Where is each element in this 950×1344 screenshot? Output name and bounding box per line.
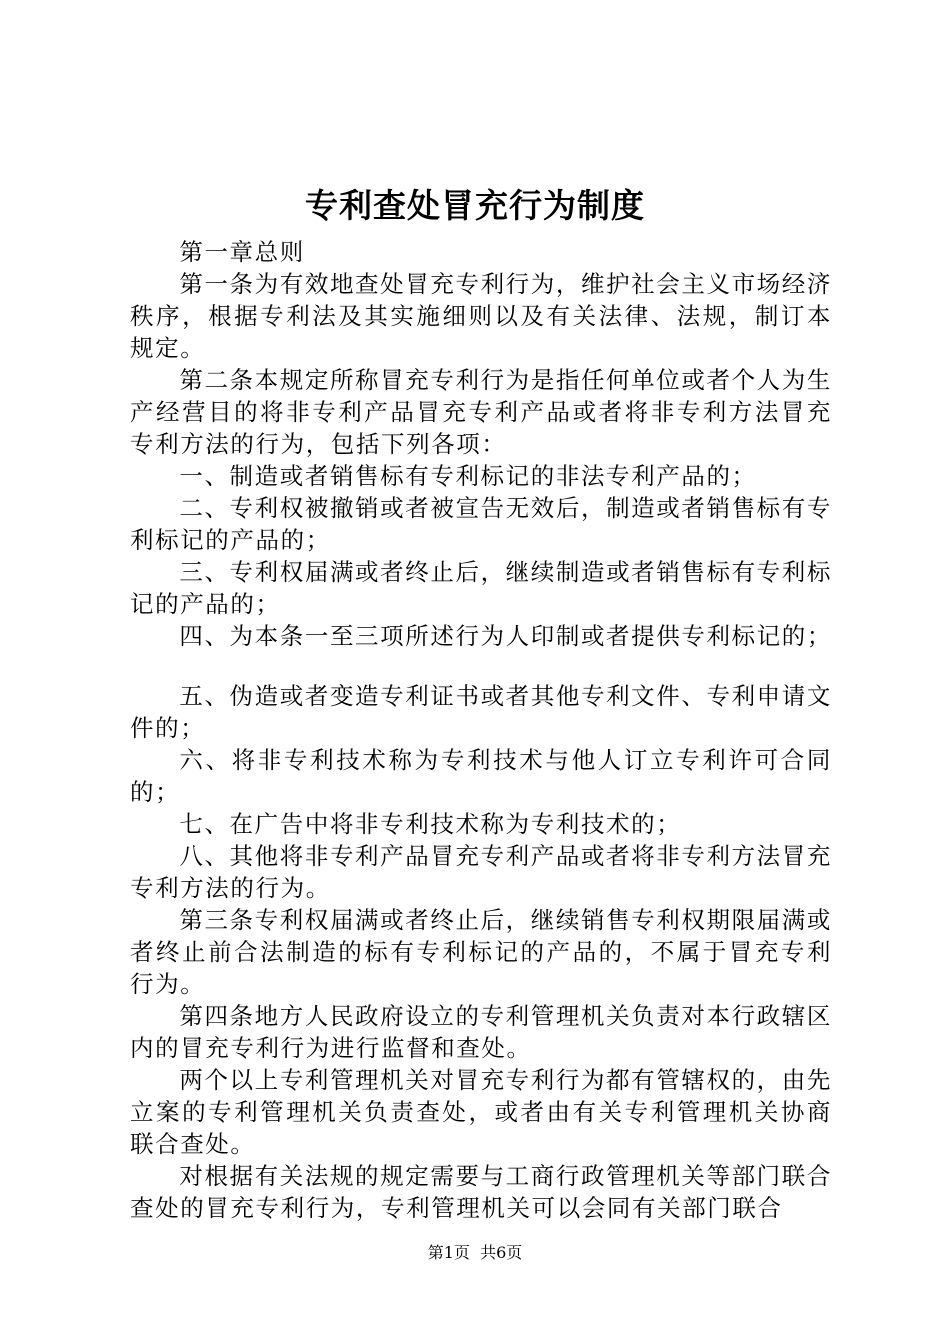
chapter-heading: 第一章总则 bbox=[179, 238, 305, 266]
page-total: 共6页 bbox=[480, 1243, 523, 1262]
article-2-item-6: 六、将非专利技术称为专利技术与他人订立专利许可合同的； bbox=[130, 746, 832, 806]
article-2-item-2: 二、专利权被撤销或者被宣告无效后，制造或者销售标有专利标记的产品的； bbox=[130, 494, 832, 554]
page-number: 第1页 bbox=[427, 1243, 470, 1262]
document-title: 专利查处冒充行为制度 bbox=[305, 186, 645, 225]
article-3: 第三条专利权届满或者终止后，继续销售专利权期限届满或者终止前合法制造的标有专利标记的产品的，不属于冒充专利行为。 bbox=[130, 906, 832, 998]
article-2-item-7: 七、在广告中将非专利技术称为专利技术的； bbox=[179, 810, 682, 838]
article-2-item-8: 八、其他将非专利产品冒充专利产品或者将非专利方法冒充专利方法的行为。 bbox=[130, 842, 832, 902]
article-2: 第二条本规定所称冒充专利行为是指任何单位或者个人为生产经营目的将非专利产品冒充专利产品或者将非专利方法冒充专利方法的行为，包括下列各项： bbox=[130, 366, 832, 458]
article-2-item-3: 三、专利权届满或者终止后，继续制造或者销售标有专利标记的产品的； bbox=[130, 558, 832, 618]
article-2-item-4: 四、为本条一至三项所述行为人印制或者提供专利标记的； bbox=[179, 622, 832, 650]
article-2-item-1: 一、制造或者销售标有专利标记的非法专利产品的； bbox=[179, 462, 757, 490]
page-footer bbox=[0, 1243, 950, 1263]
document-body bbox=[130, 236, 832, 1224]
article-4-clause-3: 对根据有关法规的规定需要与工商行政管理机关等部门联合查处的冒充专利行为，专利管理机关可以会同有关部门联合 bbox=[130, 1162, 832, 1222]
article-4: 第四条地方人民政府设立的专利管理机关负责对本行政辖区内的冒充专利行为进行监督和查处。 bbox=[130, 1002, 832, 1062]
article-2-item-5: 五、伪造或者变造专利证书或者其他专利文件、专利申请文件的； bbox=[130, 682, 832, 742]
article-1: 第一条为有效地查处冒充专利行为，维护社会主义市场经济秩序，根据专利法及其实施细则以及有关法律、法规，制订本规定。 bbox=[130, 270, 832, 362]
article-4-clause-2: 两个以上专利管理机关对冒充专利行为都有管辖权的，由先立案的专利管理机关负责查处，或者由有关专利管理机关协商联合查处。 bbox=[130, 1066, 832, 1158]
